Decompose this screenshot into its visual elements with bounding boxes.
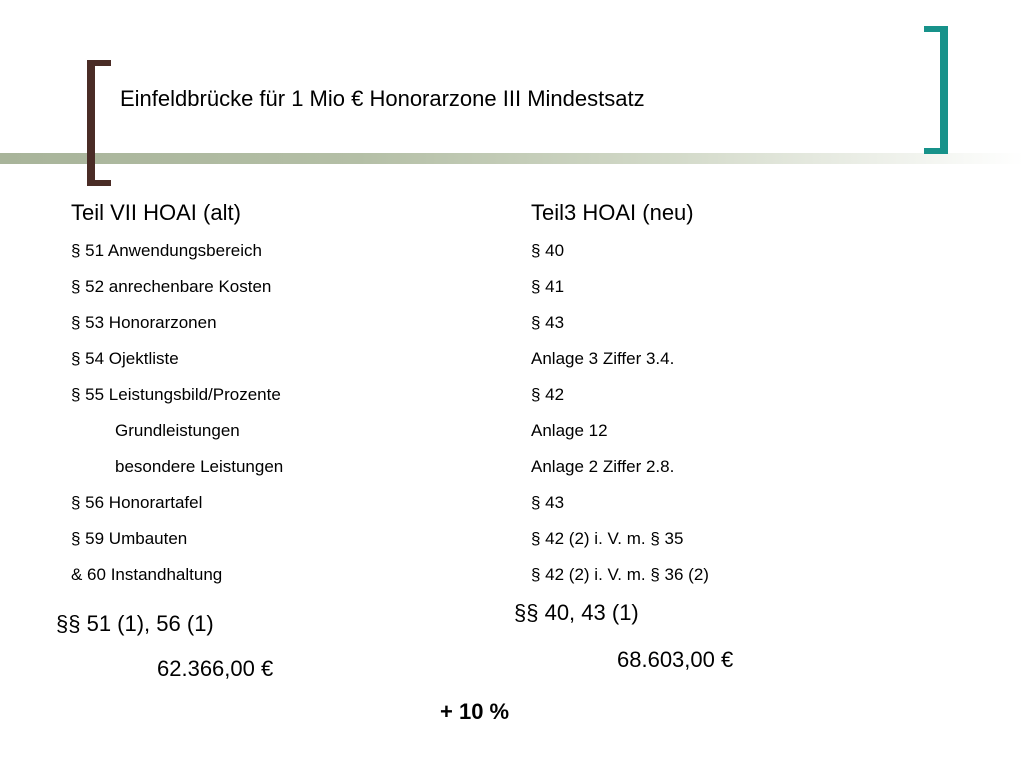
list-item: § 51 Anwendungsbereich bbox=[71, 241, 262, 260]
right-column-heading: Teil3 HOAI (neu) bbox=[531, 200, 694, 225]
decorative-band bbox=[0, 153, 1024, 164]
list-item: Anlage 2 Ziffer 2.8. bbox=[531, 457, 675, 476]
list-item: Grundleistungen bbox=[115, 421, 240, 440]
left-result-reference: §§ 51 (1), 56 (1) bbox=[56, 611, 214, 636]
slide-title: Einfeldbrücke für 1 Mio € Honorarzone III Mindestsatz bbox=[120, 86, 645, 111]
list-item: § 53 Honorarzonen bbox=[71, 313, 217, 332]
list-item: § 42 (2) i. V. m. § 36 (2) bbox=[531, 565, 709, 584]
list-item: § 41 bbox=[531, 277, 565, 296]
right-bracket-icon bbox=[924, 26, 948, 154]
list-item: § 43 bbox=[531, 493, 565, 512]
left-column bbox=[71, 197, 283, 593]
right-column bbox=[531, 197, 709, 593]
list-item: besondere Leistungen bbox=[115, 457, 284, 476]
list-item: § 59 Umbauten bbox=[71, 529, 188, 548]
difference-label: + 10 % bbox=[440, 699, 510, 724]
list-item: § 42 bbox=[531, 385, 565, 404]
list-item: § 42 (2) i. V. m. § 35 bbox=[531, 529, 684, 548]
right-result-reference: §§ 40, 43 (1) bbox=[514, 600, 639, 625]
list-item: & 60 Instandhaltung bbox=[71, 565, 223, 584]
list-item: Anlage 12 bbox=[531, 421, 608, 440]
list-item: § 54 Ojektliste bbox=[71, 349, 179, 368]
right-result-amount: 68.603,00 € bbox=[617, 647, 734, 672]
left-result-amount: 62.366,00 € bbox=[157, 656, 274, 681]
list-item: § 52 anrechenbare Kosten bbox=[71, 277, 272, 296]
list-item: § 40 bbox=[531, 241, 565, 260]
list-item: § 55 Leistungsbild/Prozente bbox=[71, 385, 281, 404]
list-item: § 56 Honorartafel bbox=[71, 493, 203, 512]
list-item: § 43 bbox=[531, 313, 565, 332]
left-bracket-icon bbox=[87, 60, 111, 186]
left-column-heading: Teil VII HOAI (alt) bbox=[71, 200, 241, 225]
list-item: Anlage 3 Ziffer 3.4. bbox=[531, 349, 675, 368]
